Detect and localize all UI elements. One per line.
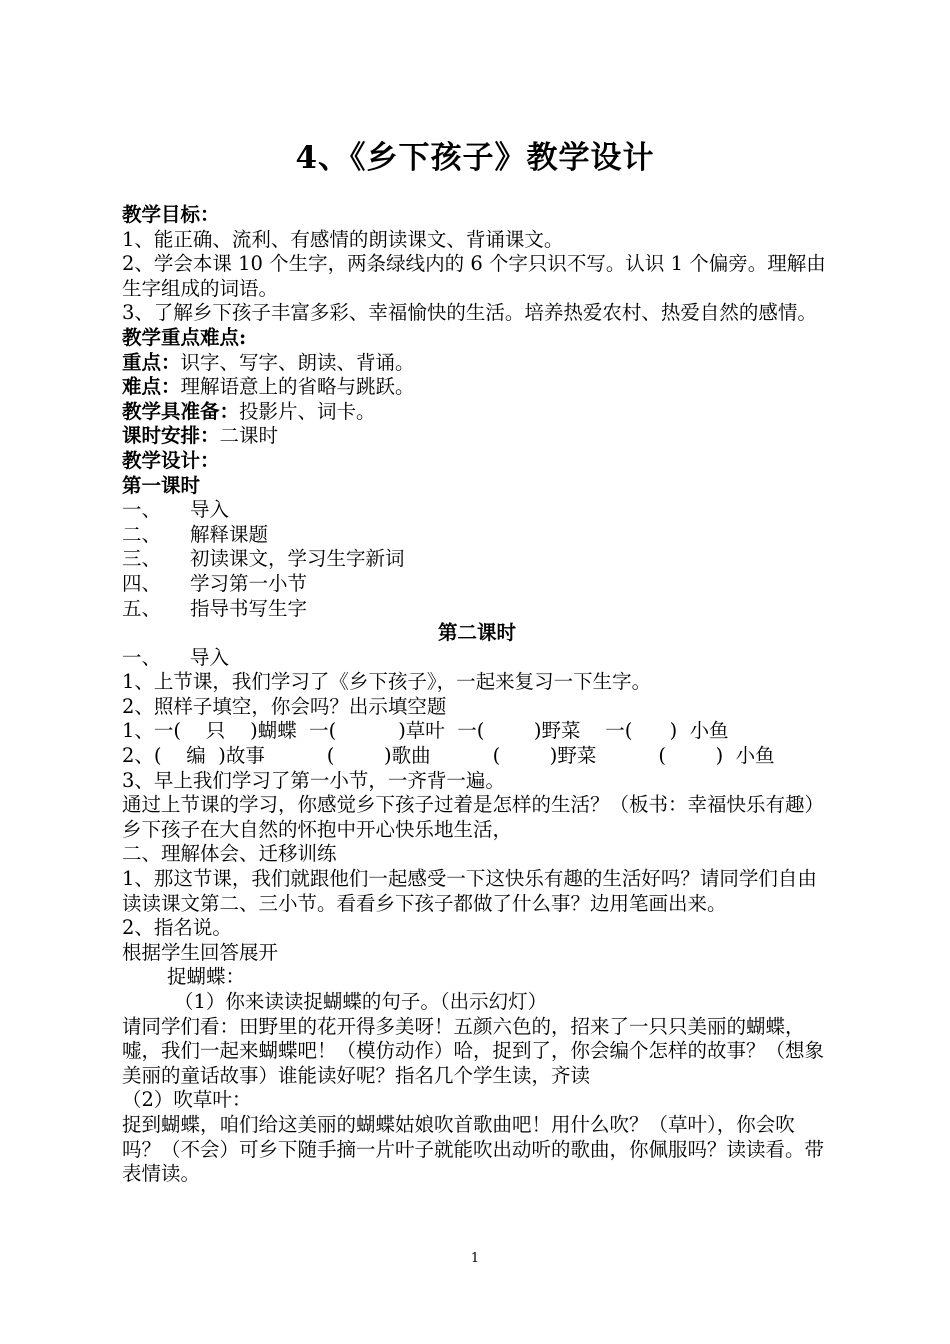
difficulty-text: 理解语意上的省略与跳跃。 xyxy=(180,375,415,399)
document-body xyxy=(122,203,832,1187)
goal-2: 2、学会本课 10 个生字，两条绿线内的 6 个字只识不写。认识 1 个偏旁。理解由生字组成的词语。 xyxy=(122,252,826,300)
lesson1-item-num: 三、 xyxy=(122,547,162,571)
key-heading: 教学重点难点: xyxy=(122,325,247,349)
page-number: 1 xyxy=(470,1251,480,1266)
lesson2-paragraph-2: 2、照样子填空，你会吗？出示填空题 xyxy=(122,694,447,718)
grass-heading: （2）吹草叶： xyxy=(122,1088,252,1112)
key-text: 识字、写字、朗读、背诵。 xyxy=(180,350,415,374)
time-line xyxy=(122,424,832,449)
lesson2-heading: 第二课时 xyxy=(437,621,516,645)
time-text: 二课时 xyxy=(219,424,279,448)
section2-paragraph-3: 根据学生回答展开 xyxy=(122,940,279,964)
goals-heading: 教学目标： xyxy=(122,203,220,226)
tools-line xyxy=(122,400,832,425)
lesson1-item-text: 初读课文，学习生字新词 xyxy=(190,547,405,571)
lesson1-item xyxy=(122,523,832,548)
lesson1-item-text: 学习第一小节 xyxy=(190,571,308,595)
time-label: 课时安排： xyxy=(122,424,220,448)
butterfly-paragraph-1: （1）你来读读捉蝴蝶的句子。（出示幻灯） xyxy=(174,990,548,1013)
key-line xyxy=(122,351,832,376)
section2-paragraph-1: 1、那这节课，我们就跟他们一起感受一下这快乐有趣的生活好吗？请同学们自由读读课文第二、三小节。看看乡下孩子都做了什么事？边用笔画出来。 xyxy=(122,867,817,915)
tools-label: 教学具准备： xyxy=(122,399,240,423)
document-title: 4、《乡下孩子》教学设计 xyxy=(295,140,655,176)
lesson1-item-text: 导入 xyxy=(190,498,230,522)
goal-1: 1、能正确、流利、有感情的朗读课文、背诵课文。 xyxy=(122,227,564,251)
butterfly-heading: 捉蝴蝶： xyxy=(167,965,246,989)
lesson2-intro xyxy=(122,646,832,671)
section2-paragraph-2: 2、指名说。 xyxy=(122,916,232,940)
lesson2-paragraph-3: 3、早上我们学习了第一小节，一齐背一遍。 xyxy=(122,768,505,792)
section2-heading: 二、理解体会、迁移训练 xyxy=(122,842,337,866)
lesson1-item-num: 五、 xyxy=(122,596,162,620)
lesson1-item xyxy=(122,547,832,572)
design-heading: 教学设计： xyxy=(122,448,220,472)
lesson1-item-text: 指导书写生字 xyxy=(190,596,308,620)
goal-3: 3、了解乡下孩子丰富多彩、幸福愉快的生活。培养热爱农村、热爱自然的感情。 xyxy=(122,301,817,325)
tools-text: 投影片、词卡。 xyxy=(239,399,376,423)
difficulty-line xyxy=(122,375,832,400)
lesson1-heading: 第一课时 xyxy=(122,473,201,497)
fill-blank-line-1: 1、一( 只 )蝴蝶 一( )草叶 一( )野菜 一( ) 小鱼 xyxy=(122,719,729,743)
lesson2-intro-num: 一、 xyxy=(122,645,162,669)
lesson2-paragraph-4: 通过上节课的学习，你感觉乡下孩子过着是怎样的生活？（板书：幸福快乐有趣）乡下孩子在大自然的怀抱中开心快乐地生活， xyxy=(122,793,825,841)
key-label: 重点： xyxy=(122,350,181,374)
lesson1-item xyxy=(122,498,832,523)
butterfly-paragraph-2: 请同学们看：田野里的花开得多美呀！五颜六色的，招来了一只只美丽的蝴蝶，嘘，我们一起来蝴蝶吧！（模仿动作）哈，捉到了，你会编个怎样的故事？（想象美丽的童话故事）谁能读好呢？指名几个学生读，齐读 xyxy=(122,1014,825,1087)
lesson2-paragraph-1: 1、上节课，我们学习了《乡下孩子》，一起来复习一下生字。 xyxy=(122,670,652,694)
lesson1-item-num: 一、 xyxy=(122,498,162,522)
lesson1-item xyxy=(122,572,832,597)
lesson1-item-text: 解释课题 xyxy=(190,522,269,546)
fill-blank-line-2: 2、( 编 )故事 ( )歌曲 ( )野菜 ( ) 小鱼 xyxy=(122,744,775,768)
difficulty-label: 难点： xyxy=(122,375,181,399)
lesson1-item xyxy=(122,597,832,622)
lesson1-item-num: 四、 xyxy=(122,571,162,595)
lesson1-item-num: 二、 xyxy=(122,522,162,546)
grass-paragraph-1: 捉到蝴蝶，咱们给这美丽的蝴蝶姑娘吹首歌曲吧！用什么吹？（草叶），你会吹吗？（不会）可乡下随手摘一片叶子就能吹出动听的歌曲，你佩服吗？读读看。带表情读。 xyxy=(122,1112,825,1186)
lesson2-intro-text: 导入 xyxy=(190,645,230,669)
